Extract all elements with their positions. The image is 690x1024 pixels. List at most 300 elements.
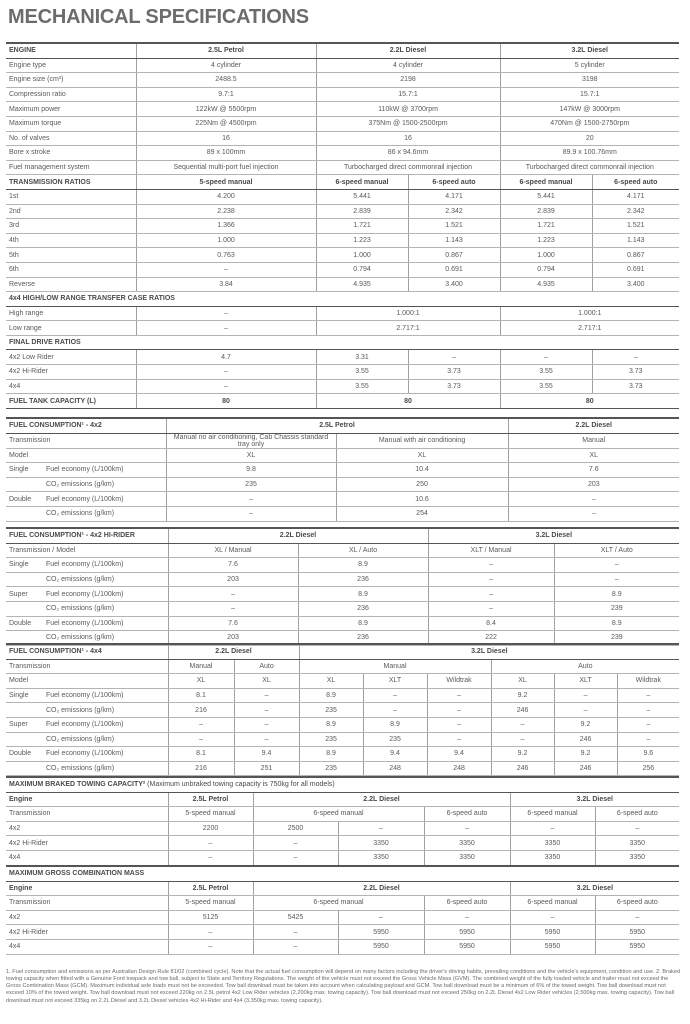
- table-cell: XL: [168, 674, 234, 689]
- table-cell: 5-speed manual: [168, 807, 253, 822]
- column-header: 6-speed manual: [316, 175, 408, 190]
- fc-hi-row: [6, 558, 679, 573]
- row-label: 3rd: [6, 219, 136, 234]
- table-cell: 6-speed manual: [253, 896, 424, 911]
- table-cell: 3350: [510, 836, 595, 851]
- table-cell: Manual: [508, 433, 679, 448]
- row-label: Maximum power: [6, 102, 136, 117]
- table-cell: 2.2L Diesel: [508, 418, 679, 433]
- table-cell: 2488.5: [136, 73, 316, 88]
- table-cell: 9.4: [427, 747, 491, 762]
- table-cell: 248: [363, 761, 427, 776]
- row-label: Reverse: [6, 277, 136, 292]
- table-cell: –: [253, 850, 338, 865]
- fuel-tank-row: [6, 394, 679, 409]
- row-label: [6, 572, 44, 587]
- table-cell: 10.4: [336, 463, 508, 478]
- fc-4x4-trans-row: [6, 659, 679, 674]
- table-cell: 3.73: [592, 379, 679, 394]
- transmission-row: [6, 233, 679, 248]
- table-cell: 4.935: [500, 277, 592, 292]
- table-cell: 15.7:1: [500, 87, 679, 102]
- row-label: Low range: [6, 321, 136, 336]
- table-cell: 3.31: [316, 350, 408, 365]
- table-cell: 6-speed manual: [510, 807, 595, 822]
- table-cell: 203: [168, 572, 298, 587]
- table-cell: 236: [298, 601, 428, 616]
- gcm-trans-row: [6, 896, 679, 911]
- row-label: [6, 703, 44, 718]
- table-cell: –: [253, 836, 338, 851]
- table-cell: –: [592, 350, 679, 365]
- table-cell: 248: [427, 761, 491, 776]
- table-cell: 8.9: [554, 587, 679, 602]
- table-cell: –: [136, 321, 316, 336]
- table-cell: 2.5L Petrol: [168, 881, 253, 896]
- towing-trans-row: [6, 807, 679, 822]
- section-title-note: (Maximum unbraked towing capacity is 750kg for all models): [145, 781, 335, 789]
- table-cell: –: [595, 821, 679, 836]
- table-cell: –: [136, 262, 316, 277]
- table-cell: –: [338, 910, 424, 925]
- table-cell: 8.4: [428, 616, 554, 631]
- table-cell: 2.5L Petrol: [168, 792, 253, 807]
- table-cell: –: [363, 703, 427, 718]
- table-cell: Fuel economy (L/100km): [44, 558, 168, 573]
- fc-4x4-row: [6, 703, 679, 718]
- table-cell: –: [427, 717, 491, 732]
- table-cell: XLT / Auto: [554, 543, 679, 558]
- table-cell: –: [166, 506, 336, 521]
- section-heading: ENGINE: [6, 43, 136, 58]
- transmission-row: [6, 204, 679, 219]
- table-cell: XLT: [554, 674, 617, 689]
- table-cell: CO₂ emissions (g/km): [44, 601, 168, 616]
- engine-row: [6, 160, 679, 175]
- table-cell: –: [428, 587, 554, 602]
- row-label: High range: [6, 306, 136, 321]
- table-cell: XL: [336, 448, 508, 463]
- table-cell: 3.84: [136, 277, 316, 292]
- row-label: No. of valves: [6, 131, 136, 146]
- table-cell: 1.000: [500, 248, 592, 263]
- row-label: 4x4: [6, 939, 168, 954]
- table-cell: 2.2L Diesel: [253, 792, 510, 807]
- table-cell: –: [428, 601, 554, 616]
- table-cell: –: [424, 821, 510, 836]
- engine-row: [6, 87, 679, 102]
- table-cell: 3.2L Diesel: [299, 644, 679, 659]
- row-label: 4x2 Low Rider: [6, 350, 136, 365]
- table-cell: 236: [298, 572, 428, 587]
- engine-spec-table: [6, 42, 679, 409]
- table-cell: 203: [508, 477, 679, 492]
- gcm-row: [6, 910, 679, 925]
- footnotes: 1. Fuel consumption and emissions as per Australian Design Rule 81/02 (combined cycle). Note that the actual fuel consumption will depend on many factors including the driver's driving habits, prevailing conditions and the vehicle's equipment, condition and use. 2. Braked towing capacity when fitted with a Genuine Ford towpack and tow ball, subject to State and Territory Regulations. The weight of the vehicle must not exceed the Gross Vehicle Mass (GVM). The combined weight of the fully loaded vehicle and trailer must not exceed the Gross Combination Mass (GCM). Maximum individual axle loads must not be exceeded. Tow ball download must be taken into account when calculating payload and GCM. Tow ball download must be a minimum of 6% of the towed weight. Tow ball download must not exceed 10% of the towed weight. Tow ball download must not exceed 220kg on 2.5L petrol 4x2 Low Rider vehicles (2,200kg max. towing capacity). Tow ball download must not exceed 250kg on 2.2L Diesel 4x2 Low Rider vehicles (2,500kg max. towing capacity). Tow ball download must not exceed 335kg on 2.2L Diesel and 3.2L Diesel vehicles 4x2 Hi-Rider and 4x4 (3,350kg max. towing capacity).: [6, 969, 681, 1004]
- table-cell: 80: [316, 394, 500, 409]
- table-cell: –: [617, 717, 679, 732]
- table-cell: Turbocharged direct commonrail injection: [500, 160, 679, 175]
- row-label: Model: [6, 448, 166, 463]
- fc-4x4-model-row: [6, 674, 679, 689]
- row-label: Transmission: [6, 896, 168, 911]
- table-cell: –: [136, 379, 316, 394]
- table-cell: 7.6: [168, 616, 298, 631]
- table-cell: –: [554, 688, 617, 703]
- table-cell: 1.223: [316, 233, 408, 248]
- table-cell: 16: [136, 131, 316, 146]
- table-cell: –: [253, 925, 338, 940]
- row-label: Super: [6, 717, 44, 732]
- table-cell: 89.9 x 100.76mm: [500, 146, 679, 161]
- table-cell: 7.6: [508, 463, 679, 478]
- table-cell: 1.521: [592, 219, 679, 234]
- row-label: Transmission: [6, 433, 166, 448]
- section-heading: FUEL TANK CAPACITY (L): [6, 394, 136, 409]
- table-cell: 8.9: [299, 747, 363, 762]
- table-cell: –: [617, 732, 679, 747]
- table-cell: 5425: [253, 910, 338, 925]
- table-cell: 1.000: [136, 233, 316, 248]
- row-label: 4x4: [6, 379, 136, 394]
- table-cell: 0.867: [592, 248, 679, 263]
- transfer-header-row: [6, 292, 679, 307]
- row-label: [6, 477, 44, 492]
- fc-4x2-row: [6, 477, 679, 492]
- fc-4x4-row: [6, 717, 679, 732]
- table-cell: 6-speed auto: [595, 896, 679, 911]
- table-cell: Auto: [234, 659, 299, 674]
- table-cell: 2.839: [316, 204, 408, 219]
- table-cell: XLT: [363, 674, 427, 689]
- table-cell: –: [234, 688, 299, 703]
- section-heading: [6, 777, 679, 792]
- table-cell: 0.691: [408, 262, 500, 277]
- row-label: Transmission: [6, 659, 168, 674]
- table-cell: 3.2L Diesel: [510, 792, 679, 807]
- table-cell: CO₂ emissions (g/km): [44, 761, 168, 776]
- row-label: 5th: [6, 248, 136, 263]
- table-cell: 3.55: [500, 379, 592, 394]
- engine-row: [6, 102, 679, 117]
- fc-4x4-row: [6, 688, 679, 703]
- row-label: [6, 761, 44, 776]
- table-cell: 235: [363, 732, 427, 747]
- row-label: 4x4: [6, 850, 168, 865]
- table-cell: 5.441: [500, 189, 592, 204]
- final-drive-row: [6, 365, 679, 380]
- fc-4x2-row: [6, 492, 679, 507]
- row-label: 4x2 Hi-Rider: [6, 836, 168, 851]
- table-cell: 9.6: [617, 747, 679, 762]
- fc-hi-row: [6, 601, 679, 616]
- table-cell: 0.691: [592, 262, 679, 277]
- table-cell: –: [508, 506, 679, 521]
- section-heading: FINAL DRIVE RATIOS: [6, 335, 679, 350]
- table-cell: 216: [168, 761, 234, 776]
- fuel-consumption-4x2-table: [6, 417, 679, 522]
- table-cell: 8.1: [168, 688, 234, 703]
- transmission-row: [6, 248, 679, 263]
- table-cell: 3198: [500, 73, 679, 88]
- table-cell: Manual with air conditioning: [336, 433, 508, 448]
- table-cell: 110kW @ 3700rpm: [316, 102, 500, 117]
- towing-row: [6, 850, 679, 865]
- engine-row: [6, 146, 679, 161]
- table-cell: 5-speed manual: [168, 896, 253, 911]
- row-label: Super: [6, 587, 44, 602]
- table-cell: 0.763: [136, 248, 316, 263]
- table-cell: 235: [299, 732, 363, 747]
- row-label: 6th: [6, 262, 136, 277]
- gcm-row: [6, 925, 679, 940]
- table-cell: 2.238: [136, 204, 316, 219]
- table-cell: 147kW @ 3000rpm: [500, 102, 679, 117]
- section-heading: FUEL CONSUMPTION¹ - 4x2: [6, 418, 166, 433]
- table-cell: 8.9: [299, 717, 363, 732]
- column-header: 6-speed auto: [408, 175, 500, 190]
- table-cell: –: [554, 703, 617, 718]
- table-cell: XL: [508, 448, 679, 463]
- table-cell: –: [166, 492, 336, 507]
- table-cell: 9.7:1: [136, 87, 316, 102]
- table-cell: 9.2: [491, 747, 554, 762]
- table-cell: 4 cylinder: [136, 58, 316, 73]
- table-cell: 89 x 100mm: [136, 146, 316, 161]
- section-title: MAXIMUM BRAKED TOWING CAPACITY²: [9, 781, 146, 789]
- table-cell: –: [363, 688, 427, 703]
- table-cell: 8.1: [168, 747, 234, 762]
- table-cell: 250: [336, 477, 508, 492]
- row-label: Engine type: [6, 58, 136, 73]
- table-cell: 3350: [595, 850, 679, 865]
- table-cell: 3350: [338, 836, 424, 851]
- table-cell: 6-speed auto: [595, 807, 679, 822]
- table-cell: Fuel economy (L/100km): [44, 688, 168, 703]
- table-cell: 3350: [338, 850, 424, 865]
- table-cell: 2200: [168, 821, 253, 836]
- table-cell: 3.400: [592, 277, 679, 292]
- transmission-row: [6, 189, 679, 204]
- table-cell: 2.2L Diesel: [168, 528, 428, 543]
- table-cell: Wildtrak: [427, 674, 491, 689]
- table-cell: 9.4: [234, 747, 299, 762]
- row-label: Single: [6, 558, 44, 573]
- table-cell: 375Nm @ 1500-2500rpm: [316, 116, 500, 131]
- table-cell: 8.9: [298, 616, 428, 631]
- row-label: Fuel management system: [6, 160, 136, 175]
- section-heading: FUEL CONSUMPTION¹ - 4x2 HI-RIDER: [6, 528, 168, 543]
- table-cell: XL: [234, 674, 299, 689]
- engine-row: [6, 116, 679, 131]
- final-drive-header-row: [6, 335, 679, 350]
- table-cell: Manual: [299, 659, 491, 674]
- section-heading: TRANSMISSION RATIOS: [6, 175, 136, 190]
- fc-4x4-row: [6, 732, 679, 747]
- table-cell: Wildtrak: [617, 674, 679, 689]
- row-label: Single: [6, 463, 44, 478]
- table-cell: –: [595, 910, 679, 925]
- transmission-row: [6, 262, 679, 277]
- table-cell: 8.9: [554, 616, 679, 631]
- table-cell: 239: [554, 601, 679, 616]
- fc-4x2-row: [6, 463, 679, 478]
- table-cell: –: [510, 910, 595, 925]
- table-cell: 246: [491, 703, 554, 718]
- table-cell: 6-speed manual: [510, 896, 595, 911]
- table-cell: 86 x 94.6mm: [316, 146, 500, 161]
- table-cell: –: [168, 925, 253, 940]
- table-cell: 4 cylinder: [316, 58, 500, 73]
- table-cell: 5950: [595, 925, 679, 940]
- table-cell: 0.794: [316, 262, 408, 277]
- row-label: Transmission: [6, 807, 168, 822]
- table-cell: –: [168, 717, 234, 732]
- table-cell: –: [234, 717, 299, 732]
- row-label: 4x2 Hi-Rider: [6, 925, 168, 940]
- table-cell: Fuel economy (L/100km): [44, 463, 166, 478]
- table-cell: –: [168, 587, 298, 602]
- table-cell: –: [427, 688, 491, 703]
- table-cell: Turbocharged direct commonrail injection: [316, 160, 500, 175]
- table-cell: 4.171: [408, 189, 500, 204]
- fc-4x2-row: [6, 506, 679, 521]
- column-header: 6-speed manual: [500, 175, 592, 190]
- table-cell: 251: [234, 761, 299, 776]
- table-cell: –: [168, 836, 253, 851]
- gcm-title-row: [6, 866, 679, 881]
- table-cell: 5950: [424, 939, 510, 954]
- fc-4x4-row: [6, 761, 679, 776]
- towing-row: [6, 836, 679, 851]
- table-cell: –: [554, 572, 679, 587]
- transmission-header-row: [6, 175, 679, 190]
- fc-hi-row: [6, 572, 679, 587]
- table-cell: 5950: [510, 925, 595, 940]
- table-cell: –: [491, 717, 554, 732]
- row-label: [6, 506, 44, 521]
- table-cell: Fuel economy (L/100km): [44, 616, 168, 631]
- fc-4x4-title-row: [6, 644, 679, 659]
- table-cell: 9.8: [166, 463, 336, 478]
- table-cell: CO₂ emissions (g/km): [44, 631, 168, 646]
- table-cell: 470Nm @ 1500-2750rpm: [500, 116, 679, 131]
- row-label: Engine size (cm³): [6, 73, 136, 88]
- final-drive-row: [6, 379, 679, 394]
- table-cell: –: [234, 703, 299, 718]
- table-cell: 9.2: [554, 747, 617, 762]
- table-cell: 8.9: [298, 587, 428, 602]
- transfer-row: [6, 321, 679, 336]
- fc-hi-row: [6, 587, 679, 602]
- table-cell: Fuel economy (L/100km): [44, 747, 168, 762]
- table-cell: 1.521: [408, 219, 500, 234]
- table-cell: 6-speed auto: [424, 896, 510, 911]
- table-cell: 5950: [595, 939, 679, 954]
- table-cell: 2.342: [592, 204, 679, 219]
- table-cell: –: [427, 703, 491, 718]
- table-cell: XL: [491, 674, 554, 689]
- row-label: 2nd: [6, 204, 136, 219]
- gcm-engine-row: [6, 881, 679, 896]
- engine-header-row: [6, 43, 679, 58]
- table-cell: XL / Auto: [298, 543, 428, 558]
- table-cell: 1.000:1: [500, 306, 679, 321]
- fc-4x2-trans-row: [6, 433, 679, 448]
- table-cell: –: [510, 821, 595, 836]
- table-cell: 4.200: [136, 189, 316, 204]
- row-label: 4x2: [6, 910, 168, 925]
- table-cell: 7.6: [168, 558, 298, 573]
- row-label: [6, 732, 44, 747]
- table-cell: –: [136, 306, 316, 321]
- row-label: 4th: [6, 233, 136, 248]
- table-cell: 5950: [510, 939, 595, 954]
- table-cell: 0.794: [500, 262, 592, 277]
- table-cell: 2.5L Petrol: [166, 418, 508, 433]
- table-cell: –: [428, 558, 554, 573]
- table-cell: 9.2: [554, 717, 617, 732]
- gcm-row: [6, 939, 679, 954]
- table-cell: 3.73: [592, 365, 679, 380]
- table-cell: 15.7:1: [316, 87, 500, 102]
- table-cell: 8.9: [363, 717, 427, 732]
- engine-row: [6, 73, 679, 88]
- row-label: Single: [6, 688, 44, 703]
- table-cell: 2.839: [500, 204, 592, 219]
- table-cell: 16: [316, 131, 500, 146]
- row-label: 4x2: [6, 821, 168, 836]
- table-cell: CO₂ emissions (g/km): [44, 506, 166, 521]
- table-cell: 5950: [338, 925, 424, 940]
- column-header: 6-speed auto: [592, 175, 679, 190]
- table-cell: 122kW @ 5500rpm: [136, 102, 316, 117]
- row-label: Engine: [6, 881, 168, 896]
- table-cell: 3.2L Diesel: [510, 881, 679, 896]
- row-label: 1st: [6, 189, 136, 204]
- row-label: Transmission / Model: [6, 543, 168, 558]
- table-cell: 3350: [510, 850, 595, 865]
- section-title: MAXIMUM GROSS COMBINATION MASS: [9, 870, 145, 878]
- table-cell: –: [338, 821, 424, 836]
- table-cell: 239: [554, 631, 679, 646]
- fuel-consumption-4x4-table: [6, 643, 679, 776]
- table-cell: –: [508, 492, 679, 507]
- table-cell: 2500: [253, 821, 338, 836]
- table-cell: –: [428, 572, 554, 587]
- table-cell: 1.000: [316, 248, 408, 263]
- fc-4x2-model-row: [6, 448, 679, 463]
- engine-row: [6, 58, 679, 73]
- table-cell: 2.717:1: [316, 321, 500, 336]
- table-cell: CO₂ emissions (g/km): [44, 572, 168, 587]
- table-cell: 8.9: [298, 558, 428, 573]
- table-cell: 5.441: [316, 189, 408, 204]
- table-cell: –: [168, 850, 253, 865]
- table-cell: –: [554, 558, 679, 573]
- fc-hi-cols-row: [6, 543, 679, 558]
- section-heading: [6, 866, 679, 881]
- table-cell: 203: [168, 631, 298, 646]
- fc-4x2-title-row: [6, 418, 679, 433]
- table-cell: –: [617, 688, 679, 703]
- table-cell: 3.2L Diesel: [428, 528, 679, 543]
- towing-title-row: [6, 777, 679, 792]
- table-cell: 222: [428, 631, 554, 646]
- table-cell: 235: [299, 703, 363, 718]
- table-cell: 1.000:1: [316, 306, 500, 321]
- table-cell: 3350: [595, 836, 679, 851]
